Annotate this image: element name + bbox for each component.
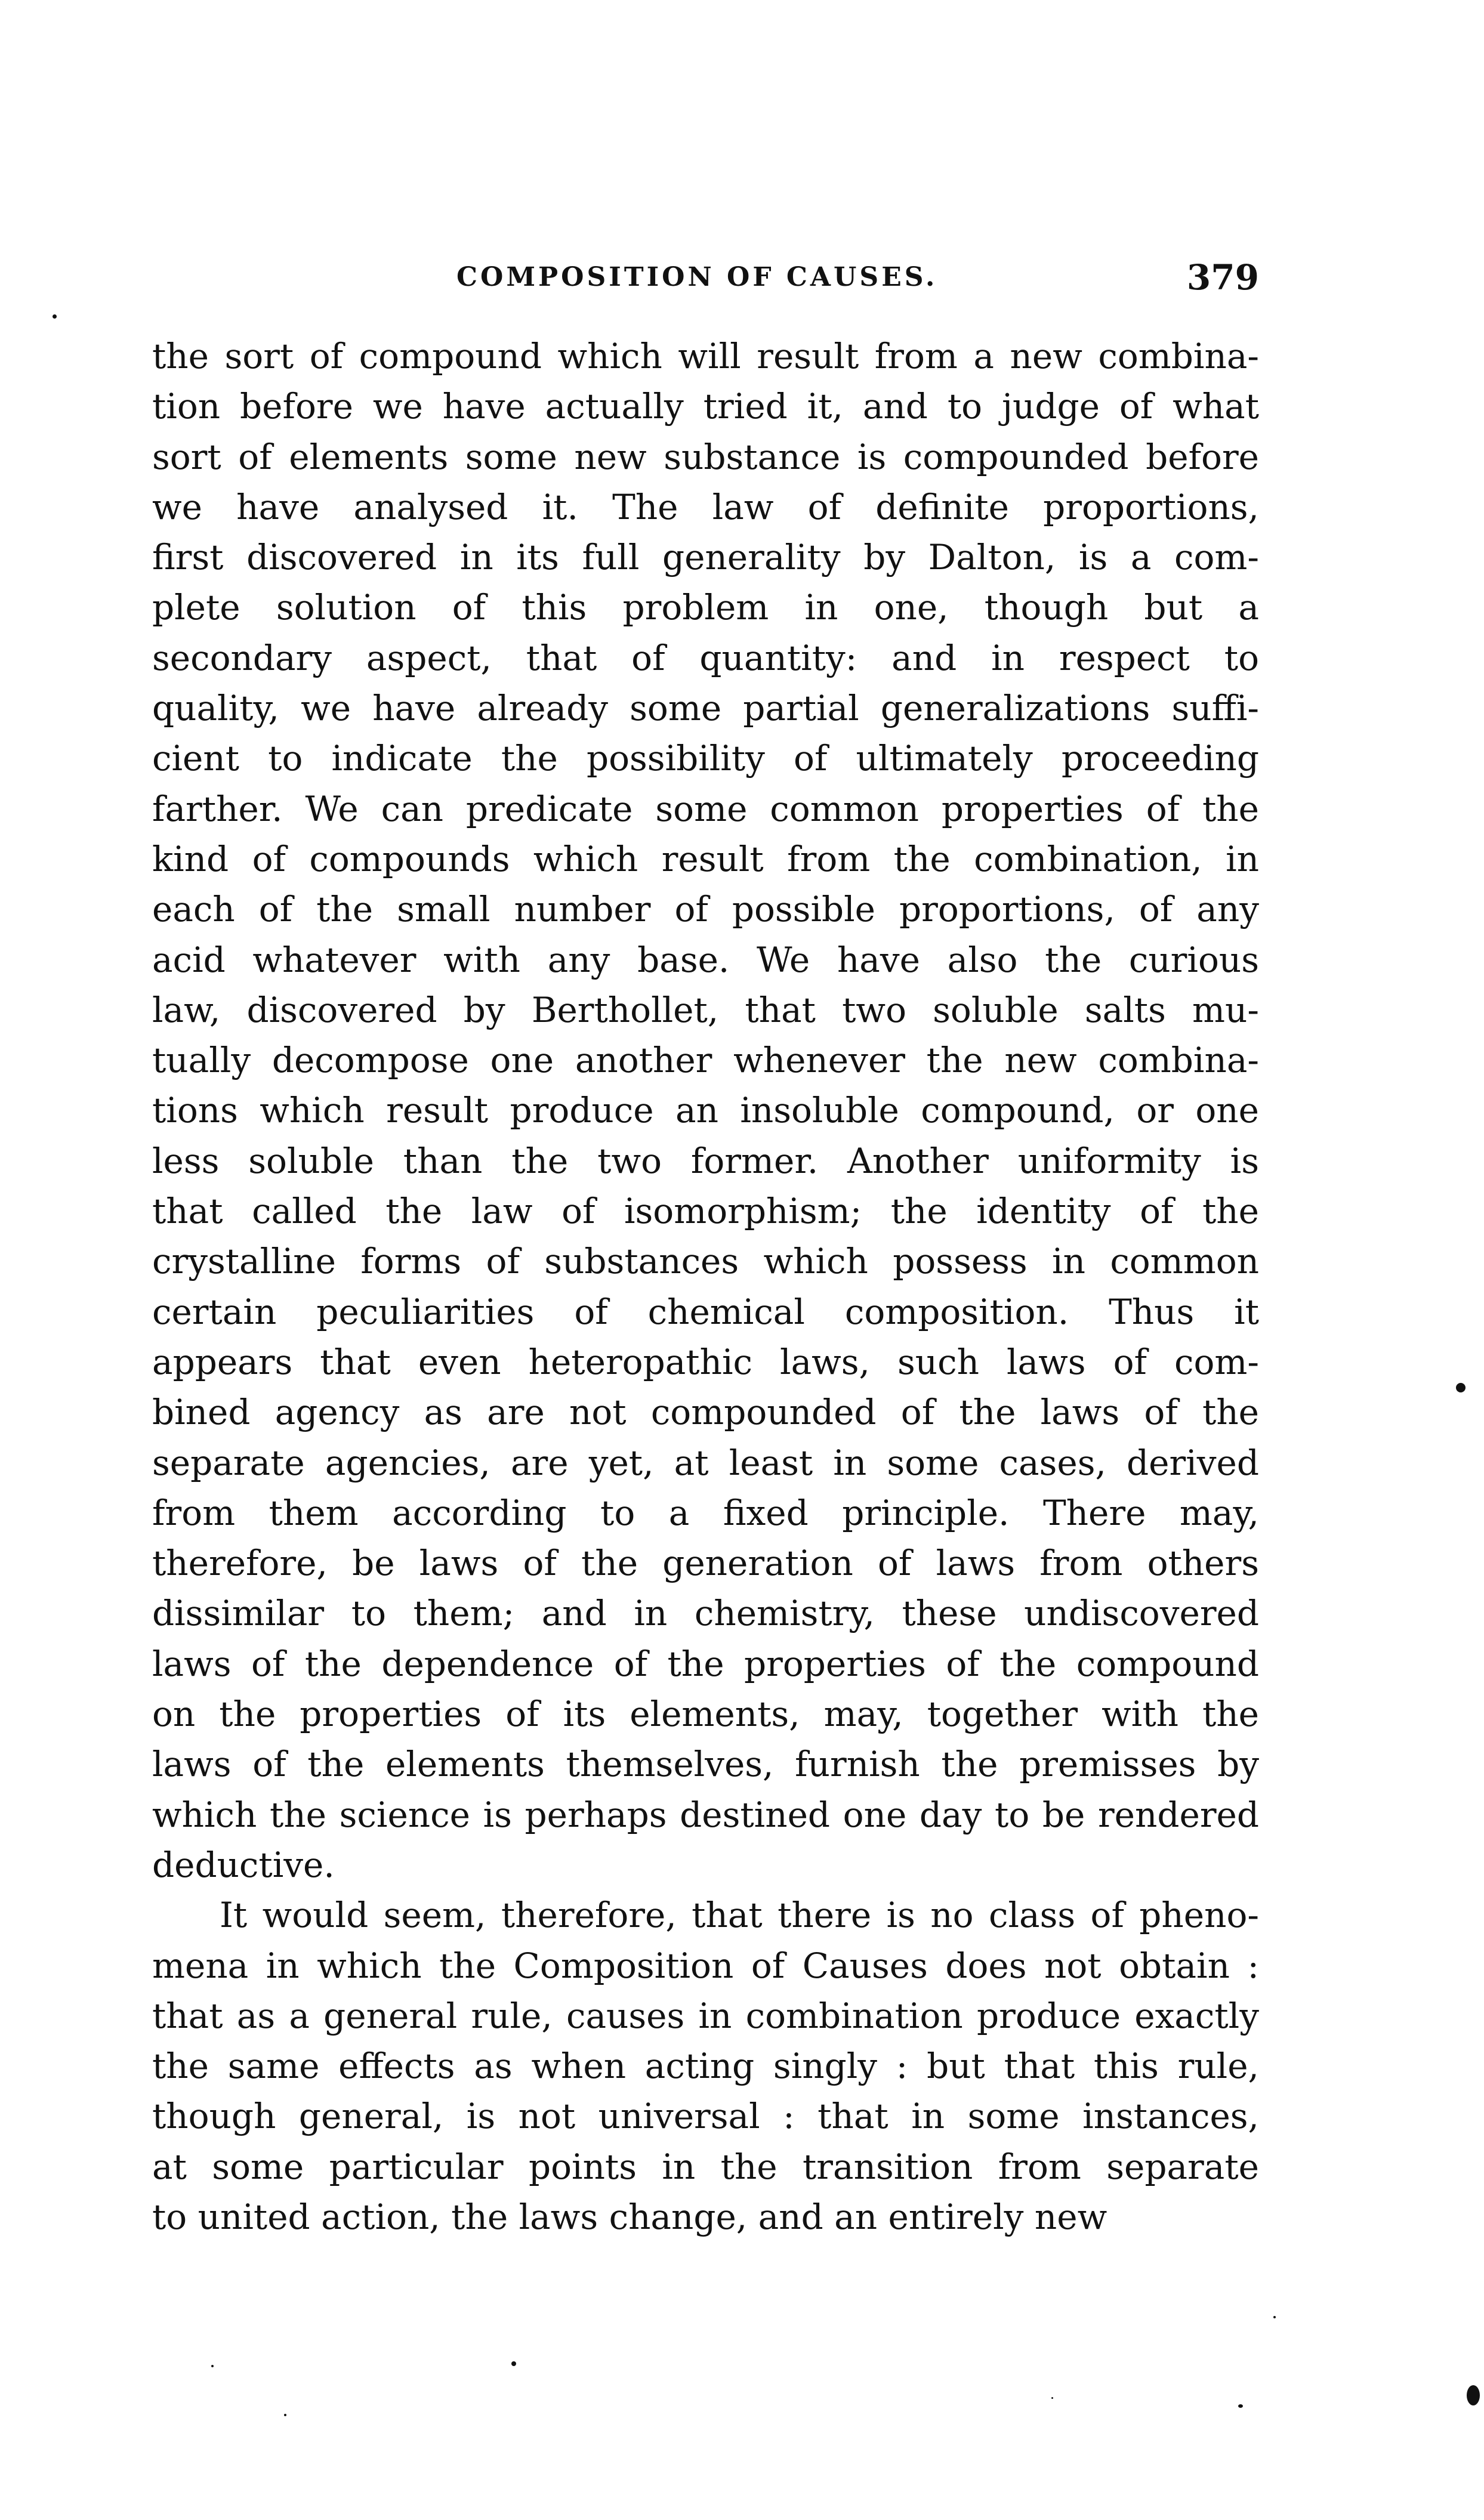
- scan-speck: [284, 2414, 286, 2416]
- text-line: acid whatever with any base. We have also the curious: [152, 939, 1259, 980]
- text-line: which the science is perhaps destined one day to be rendered: [152, 1794, 1259, 1835]
- text-line: the sort of compound which will result from a new combina-: [152, 336, 1259, 376]
- scan-speck: [211, 2365, 214, 2367]
- scan-speck: [1238, 2404, 1243, 2408]
- scan-speck: [53, 314, 57, 319]
- scan-speck: [1051, 2397, 1053, 2399]
- text-line: secondary aspect, that of quantity: and in respect to: [152, 637, 1259, 678]
- text-line: on the properties of its elements, may, together with the: [152, 1694, 1259, 1735]
- text-line: laws of the dependence of the properties of the compound: [152, 1643, 1259, 1684]
- text-line: farther. We can predicate some common properties of the: [152, 788, 1259, 829]
- text-line: plete solution of this problem in one, though but a: [152, 587, 1259, 628]
- text-line: tions which result produce an insoluble compound, or one: [152, 1090, 1259, 1131]
- text-line: bined agency as are not compounded of the laws of the: [152, 1392, 1259, 1433]
- text-line: sort of elements some new substance is compounded before: [152, 436, 1259, 477]
- running-head: [152, 257, 1259, 298]
- text-line: the same effects as when acting singly : but that this rule,: [152, 2046, 1259, 2087]
- paragraph-2: [152, 1890, 1259, 2242]
- text-line: first discovered in its full generality by Dalton, is a com-: [152, 537, 1259, 578]
- scan-speck: [1456, 1383, 1466, 1392]
- text-line: It would seem, therefore, that there is no class of pheno-: [220, 1895, 1259, 1936]
- text-line: from them according to a fixed principle. There may,: [152, 1492, 1259, 1533]
- text-line: therefore, be laws of the generation of laws from others: [152, 1543, 1259, 1584]
- text-line: that as a general rule, causes in combination produce exactly: [152, 1995, 1259, 2036]
- text-line: certain peculiarities of chemical composition. Thus it: [152, 1291, 1259, 1332]
- text-line: appears that even heteropathic laws, such laws of com-: [152, 1341, 1259, 1382]
- scan-speck: [511, 2361, 516, 2366]
- text-line: crystalline forms of substances which possess in common: [152, 1241, 1259, 1282]
- text-line: laws of the elements themselves, furnish the premisses by: [152, 1744, 1259, 1785]
- text-line: law, discovered by Berthollet, that two soluble salts mu-: [152, 989, 1259, 1030]
- text-line: kind of compounds which result from the combination, in: [152, 838, 1259, 879]
- text-line: deductive.: [152, 1844, 335, 1885]
- text-line: dissimilar to them; and in chemistry, these undiscovered: [152, 1593, 1259, 1634]
- text-line: at some particular points in the transition from separate: [152, 2146, 1259, 2187]
- text-line: mena in which the Composition of Causes does not obtain :: [152, 1945, 1259, 1986]
- running-title: COMPOSITION OF CAUSES.: [456, 262, 938, 292]
- scan-speck: [1273, 2316, 1276, 2318]
- text-line: less soluble than the two former. Another uniformity is: [152, 1140, 1259, 1181]
- text-line: quality, we have already some partial generalizations suffi-: [152, 688, 1259, 729]
- text-line: tion before we have actually tried it, and to judge of what: [152, 386, 1259, 427]
- paragraph-1: [152, 331, 1259, 1890]
- text-line: each of the small number of possible proportions, of any: [152, 889, 1259, 930]
- text-line: tually decompose one another whenever the new combina-: [152, 1040, 1259, 1081]
- body-text: [152, 331, 1259, 2242]
- text-line: separate agencies, are yet, at least in some cases, derived: [152, 1442, 1259, 1483]
- scan-speck: [1467, 2385, 1480, 2405]
- text-line: to united action, the laws change, and an entirely new: [152, 2196, 1107, 2237]
- text-line: we have analysed it. The law of definite proportions,: [152, 486, 1259, 527]
- text-line: though general, is not universal : that in some instances,: [152, 2096, 1259, 2137]
- page-number: 379: [1186, 257, 1259, 298]
- text-line: cient to indicate the possibility of ultimately proceeding: [152, 738, 1259, 779]
- text-line: that called the law of isomorphism; the identity of the: [152, 1191, 1259, 1232]
